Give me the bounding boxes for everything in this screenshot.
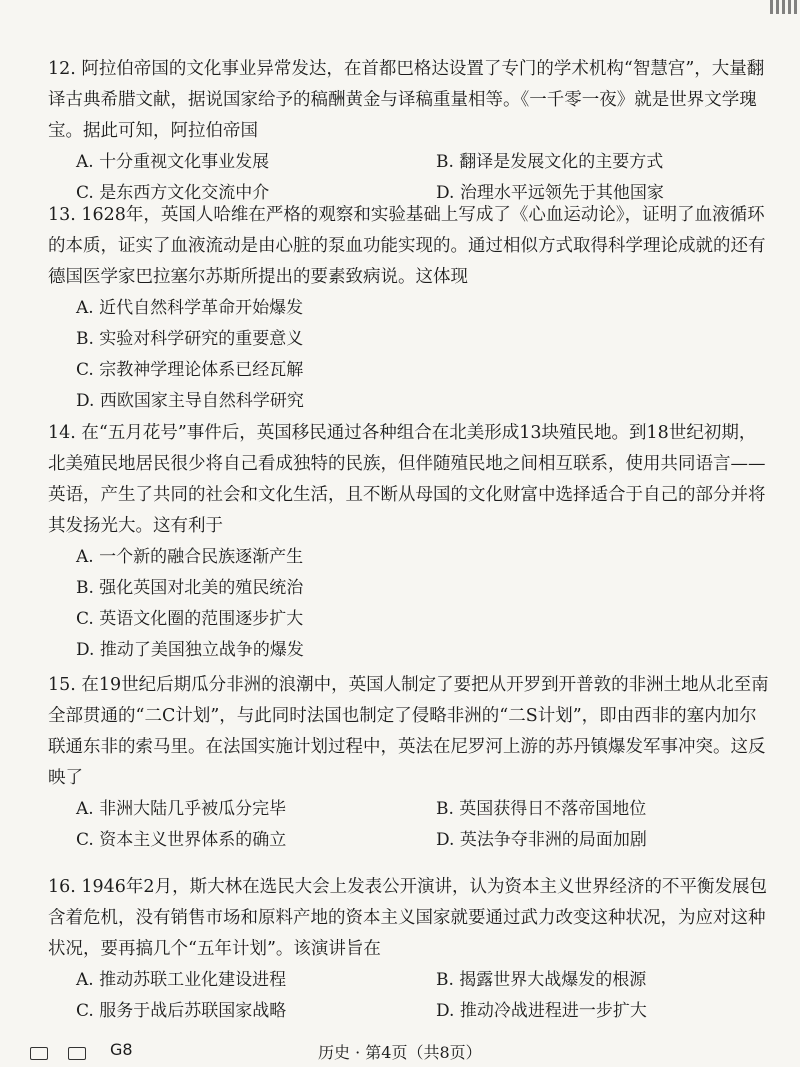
question-stem: 16. 1946年2月，斯大林在选民大会上发表公开演讲，认为资本主义世界经济的不平衡发展包含着危机，没有销售市场和原料产地的资本主义国家就要通过武力改变这种状况，为应对这种状况，要再搞几个“五年计划”。该演讲旨在 — [48, 877, 768, 959]
page-footer — [0, 1036, 800, 1066]
option-c: C. 宗教神学理论体系已经瓦解 — [76, 360, 304, 380]
question-16 — [48, 872, 773, 1027]
paper-code: G8 — [110, 1040, 133, 1059]
options — [48, 965, 773, 1027]
option-d: D. 英法争夺非洲的局面加剧 — [436, 830, 647, 850]
question-stem: 15. 在19世纪后期瓜分非洲的浪潮中，英国人制定了要把从开罗到开普敦的非洲土地从北至南全部贯通的“二C计划”，与此同时法国也制定了侵略非洲的“二S计划”，即由西非的塞内加尔联通东非的索马里。在法国实施计划过程中，英法在尼罗河上游的苏丹镇爆发军事冲突。这反映了 — [48, 675, 769, 788]
option-c: C. 资本主义世界体系的确立 — [76, 830, 287, 850]
option-d: D. 西欧国家主导自然科学研究 — [76, 391, 304, 411]
checkbox-square-icon — [30, 1047, 48, 1060]
option-c: C. 英语文化圈的范围逐步扩大 — [76, 609, 304, 629]
question-stem: 14. 在“五月花号”事件后，英国移民通过各种组合在北美形成13块殖民地。到18世纪初期，北美殖民地居民很少将自己看成独特的民族，但伴随殖民地之间相互联系，使用共同语言——英语，产生了共同的社会和文化生活，且不断从母国的文化财富中选择适合于自己的部分并将其发扬光大。这有利于 — [48, 423, 766, 536]
question-stem: 13. 1628年，英国人哈维在严格的观察和实验基础上写成了《心血运动论》，证明了血液循环的本质，证实了血液流动是由心脏的泵血功能实现的。通过相似方式取得科学理论成就的还有德国医学家巴拉塞尔苏斯所提出的要素致病说。这体现 — [48, 205, 766, 287]
options — [48, 794, 773, 856]
option-b: B. 英国获得日不落帝国地位 — [436, 799, 647, 819]
option-b: B. 实验对科学研究的重要意义 — [76, 329, 304, 349]
question-14 — [48, 418, 773, 666]
option-a: A. 十分重视文化事业发展 — [76, 152, 270, 172]
question-13 — [48, 200, 773, 417]
option-b: B. 揭露世界大战爆发的根源 — [436, 970, 647, 990]
option-c: C. 是东西方文化交流中介 — [76, 183, 270, 203]
option-d: D. 治理水平远领先于其他国家 — [436, 183, 664, 203]
scan-corner-mark — [770, 0, 800, 14]
question-stem: 12. 阿拉伯帝国的文化事业异常发达，在首都巴格达设置了专门的学术机构“智慧宫”，大量翻译古典希腊文献，据说国家给予的稿酬黄金与译稿重量相等。《一千零一夜》就是世界文学瑰宝。据此可知，阿拉伯帝国 — [48, 59, 765, 141]
option-d: D. 推动冷战进程进一步扩大 — [436, 1001, 647, 1021]
option-d: D. 推动了美国独立战争的爆发 — [76, 640, 304, 660]
option-a: A. 推动苏联工业化建设进程 — [76, 970, 287, 990]
option-b: B. 翻译是发展文化的主要方式 — [436, 152, 664, 172]
option-c: C. 服务于战后苏联国家战略 — [76, 1001, 287, 1021]
option-a: A. 非洲大陆几乎被瓜分完毕 — [76, 799, 287, 819]
option-a: A. 近代自然科学革命开始爆发 — [76, 298, 304, 318]
option-a: A. 一个新的融合民族逐渐产生 — [76, 547, 304, 567]
question-12 — [48, 54, 773, 209]
options — [48, 542, 773, 666]
question-15 — [48, 670, 773, 856]
option-b: B. 强化英国对北美的殖民统治 — [76, 578, 304, 598]
checkbox-square-icon — [68, 1047, 86, 1060]
page-number: 历史 · 第4页（共8页） — [318, 1043, 482, 1062]
options — [48, 293, 773, 417]
